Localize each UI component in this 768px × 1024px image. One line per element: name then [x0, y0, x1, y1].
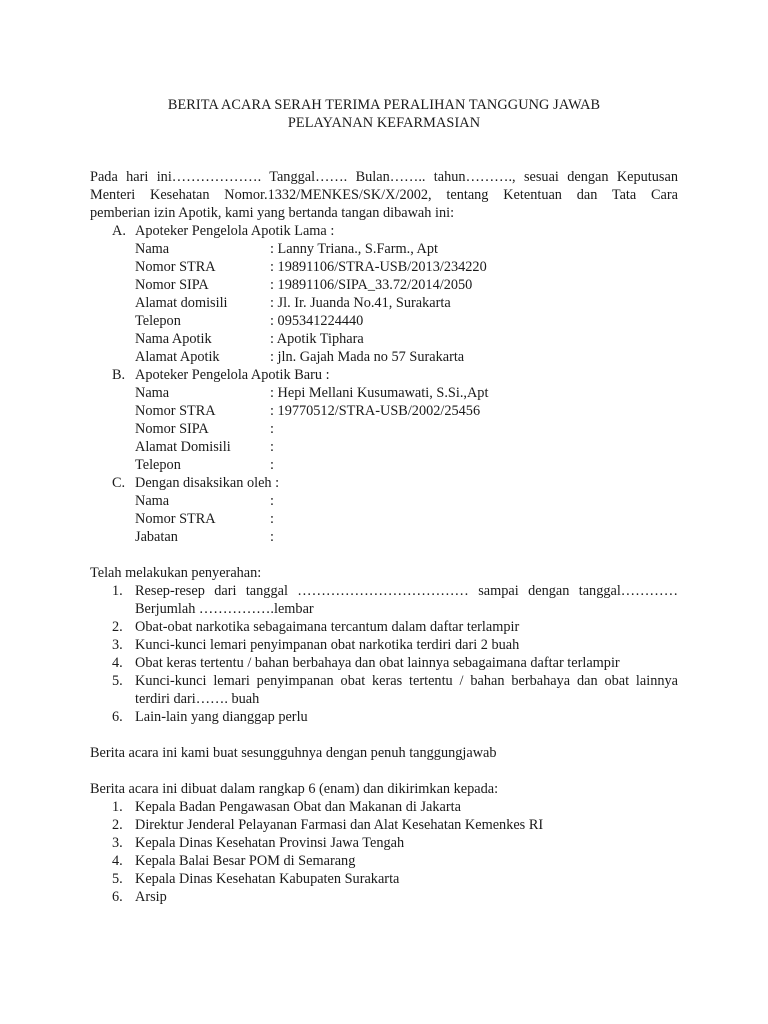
field-label: Nomor SIPA	[135, 421, 209, 437]
field-label: Nomor STRA	[135, 511, 216, 527]
field-value: :	[270, 421, 274, 437]
field-row	[90, 276, 678, 294]
list-item	[90, 852, 678, 870]
document-page	[90, 96, 678, 906]
field-value: : jln. Gajah Mada no 57 Surakarta	[270, 349, 465, 365]
field-value: : Apotik Tiphara	[270, 331, 364, 347]
title-line-2: PELAYANAN KEFARMASIAN	[287, 115, 481, 131]
list-number: 2.	[112, 619, 123, 635]
intro-line-1: Pada hari ini………………. Tanggal……. Bulan…….. tahun………., sesuai dengan Keputusan	[90, 169, 678, 185]
field-row	[90, 240, 678, 258]
list-number: 3.	[112, 637, 123, 653]
intro-line-2: Menteri Kesehatan Nomor.1332/MENKES/SK/X/2002, tentang Ketentuan dan Tata Cara	[90, 187, 678, 203]
field-label: Alamat Domisili	[135, 439, 231, 455]
field-row	[90, 420, 678, 438]
field-value: :	[270, 529, 274, 545]
list-number: 5.	[112, 673, 123, 689]
field-row	[90, 330, 678, 348]
list-item-line-1: Kunci-kunci lemari penyimpanan obat keras tertentu / bahan berbahaya dan obat lainnya	[135, 673, 678, 689]
field-value: : 19891106/SIPA_33.72/2014/2050	[270, 277, 473, 293]
list-item	[90, 708, 678, 726]
document-title	[90, 96, 678, 132]
list-item-line-2: terdiri dari……. buah	[135, 691, 260, 707]
field-value: : 095341224440	[270, 313, 364, 329]
section-c	[90, 474, 678, 546]
field-label: Nama	[135, 385, 170, 401]
section-a-heading: Apoteker Pengelola Apotik Lama :	[135, 223, 335, 239]
field-value: : Hepi Mellani Kusumawati, S.Si.,Apt	[270, 385, 489, 401]
field-label: Nama	[135, 241, 170, 257]
field-row	[90, 528, 678, 546]
field-value: :	[270, 439, 274, 455]
field-value: :	[270, 493, 274, 509]
handover-heading: Telah melakukan penyerahan:	[90, 565, 262, 581]
list-number: 2.	[112, 817, 123, 833]
list-item	[90, 816, 678, 834]
field-row	[90, 492, 678, 510]
section-a-marker: A.	[112, 223, 126, 239]
list-number: 4.	[112, 655, 123, 671]
list-number: 6.	[112, 709, 123, 725]
title-line-1: BERITA ACARA SERAH TERIMA PERALIHAN TANGGUNG JAWAB	[167, 97, 601, 113]
list-item	[90, 636, 678, 654]
distribution-section	[90, 780, 678, 906]
list-number: 1.	[112, 583, 123, 599]
field-label: Nama Apotik	[135, 331, 212, 347]
list-item-text: Kepala Badan Pengawasan Obat dan Makanan di Jakarta	[135, 799, 461, 815]
section-b-marker: B.	[112, 367, 126, 383]
field-label: Nomor STRA	[135, 259, 216, 275]
field-label: Alamat domisili	[135, 295, 228, 311]
list-number: 6.	[112, 889, 123, 905]
field-value: : 19770512/STRA-USB/2002/25456	[270, 403, 481, 419]
list-item	[90, 654, 678, 672]
list-item-line-1: Resep-resep dari tanggal ……………………………… sampai dengan tanggal…………	[135, 583, 678, 599]
list-item-text: Kepala Balai Besar POM di Semarang	[135, 853, 356, 869]
field-label: Alamat Apotik	[135, 349, 220, 365]
section-c-marker: C.	[112, 475, 126, 491]
field-label: Telepon	[135, 313, 181, 329]
list-item-line-1: Obat keras tertentu / bahan berbahaya dan obat lainnya sebagaimana daftar terlampir	[135, 655, 620, 671]
field-value: : Jl. Ir. Juanda No.41, Surakarta	[270, 295, 451, 311]
list-item-text: Kepala Dinas Kesehatan Kabupaten Surakarta	[135, 871, 400, 887]
statement-text: Berita acara ini kami buat sesungguhnya dengan penuh tanggungjawab	[90, 745, 497, 761]
list-item-line-1: Obat-obat narkotika sebagaimana tercantum dalam daftar terlampir	[135, 619, 520, 635]
field-row	[90, 438, 678, 456]
list-item	[90, 672, 678, 708]
intro-paragraph	[90, 168, 678, 222]
section-b	[90, 366, 678, 474]
list-item	[90, 888, 678, 906]
list-item-line-1: Lain-lain yang dianggap perlu	[135, 709, 308, 725]
field-value: : Lanny Triana., S.Farm., Apt	[270, 241, 438, 257]
handover-section	[90, 564, 678, 726]
field-row	[90, 258, 678, 276]
field-row	[90, 510, 678, 528]
distribution-heading: Berita acara ini dibuat dalam rangkap 6 (enam) dan dikirimkan kepada:	[90, 781, 499, 797]
field-row	[90, 294, 678, 312]
field-row	[90, 312, 678, 330]
field-row	[90, 348, 678, 366]
list-number: 4.	[112, 853, 123, 869]
section-b-heading: Apoteker Pengelola Apotik Baru :	[135, 367, 330, 383]
field-value: :	[270, 511, 274, 527]
list-item-text: Kepala Dinas Kesehatan Provinsi Jawa Tengah	[135, 835, 405, 851]
field-label: Telepon	[135, 457, 181, 473]
list-item-text: Arsip	[135, 889, 167, 905]
field-label: Nomor SIPA	[135, 277, 209, 293]
list-item	[90, 834, 678, 852]
list-number: 5.	[112, 871, 123, 887]
list-item	[90, 870, 678, 888]
field-value: : 19891106/STRA-USB/2013/234220	[270, 259, 487, 275]
list-item	[90, 618, 678, 636]
field-label: Nama	[135, 493, 170, 509]
intro-line-3: pemberian izin Apotik, kami yang bertanda tangan dibawah ini:	[90, 205, 455, 221]
list-number: 1.	[112, 799, 123, 815]
field-label: Jabatan	[135, 529, 178, 545]
field-label: Nomor STRA	[135, 403, 216, 419]
field-value: :	[270, 457, 274, 473]
list-number: 3.	[112, 835, 123, 851]
section-a	[90, 222, 678, 366]
list-item	[90, 582, 678, 618]
section-c-heading: Dengan disaksikan oleh :	[135, 475, 280, 491]
list-item-line-1: Kunci-kunci lemari penyimpanan obat narkotika terdiri dari 2 buah	[135, 637, 520, 653]
field-row	[90, 456, 678, 474]
list-item	[90, 798, 678, 816]
field-row	[90, 402, 678, 420]
field-row	[90, 384, 678, 402]
list-item-line-2: Berjumlah …………….lembar	[135, 601, 314, 617]
list-item-text: Direktur Jenderal Pelayanan Farmasi dan Alat Kesehatan Kemenkes RI	[135, 817, 544, 833]
